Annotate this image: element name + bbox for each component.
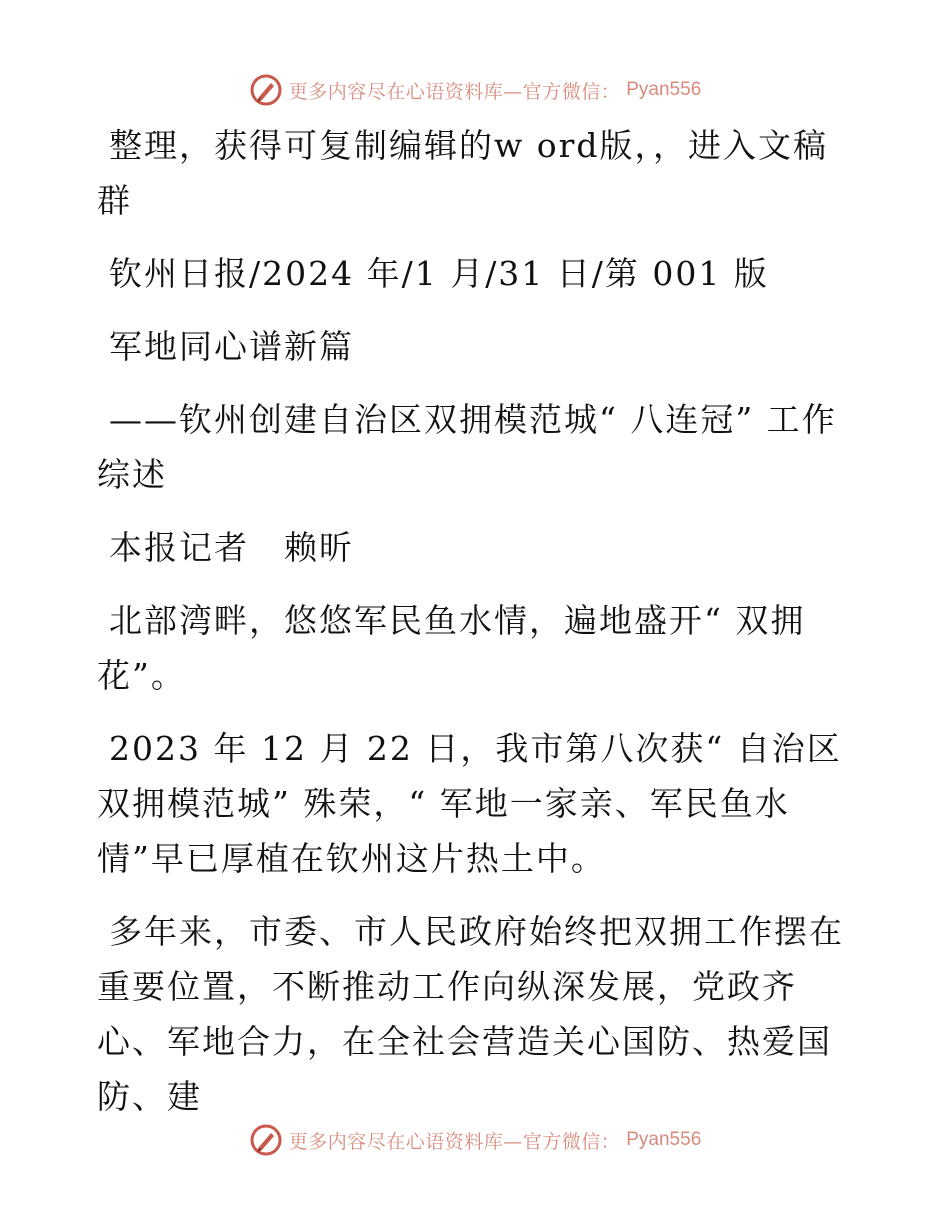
- document-body: [97, 118, 857, 1142]
- paragraph-body: 多年来，市委、市人民政府始终把双拥工作摆在重要位置，不断推动工作向纵深发展，党政齐心、军地合力，在全社会营造关心国防、热爱国防、建: [97, 912, 844, 1116]
- header-watermark: [0, 70, 950, 110]
- pen-circle-icon: [249, 1123, 283, 1157]
- article-subtitle: ——钦州创建自治区双拥模范城“ 八连冠” 工作综述: [97, 400, 837, 494]
- watermark-text: 更多内容尽在心语资料库—官方微信：: [288, 1130, 621, 1153]
- footer-watermark: [0, 1120, 950, 1160]
- watermark-contact: Pyan556: [626, 79, 702, 100]
- paragraph-source: 钦州日报/2024 年/1 月/31 日/第 001 版: [109, 254, 769, 293]
- paragraph-body: 2023 年 12 月 22 日，我市第八次获“ 自治区双拥模范城” 殊荣，“ 军地一家亲、军民鱼水情”早已厚植在钦州这片热土中。: [97, 729, 842, 878]
- watermark-text: 更多内容尽在心语资料库—官方微信：: [288, 80, 621, 103]
- paragraph-intro: 整理，获得可复制编辑的w ord版，，进入文稿群: [97, 126, 829, 220]
- article-title: 军地同心谱新篇: [109, 327, 354, 366]
- paragraph-body: 北部湾畔，悠悠军民鱼水情，遍地盛开“ 双拥花”。: [97, 601, 806, 695]
- watermark-contact: Pyan556: [626, 1129, 702, 1150]
- article-byline: 本报记者 赖昕: [109, 528, 354, 567]
- pen-circle-icon: [249, 73, 283, 107]
